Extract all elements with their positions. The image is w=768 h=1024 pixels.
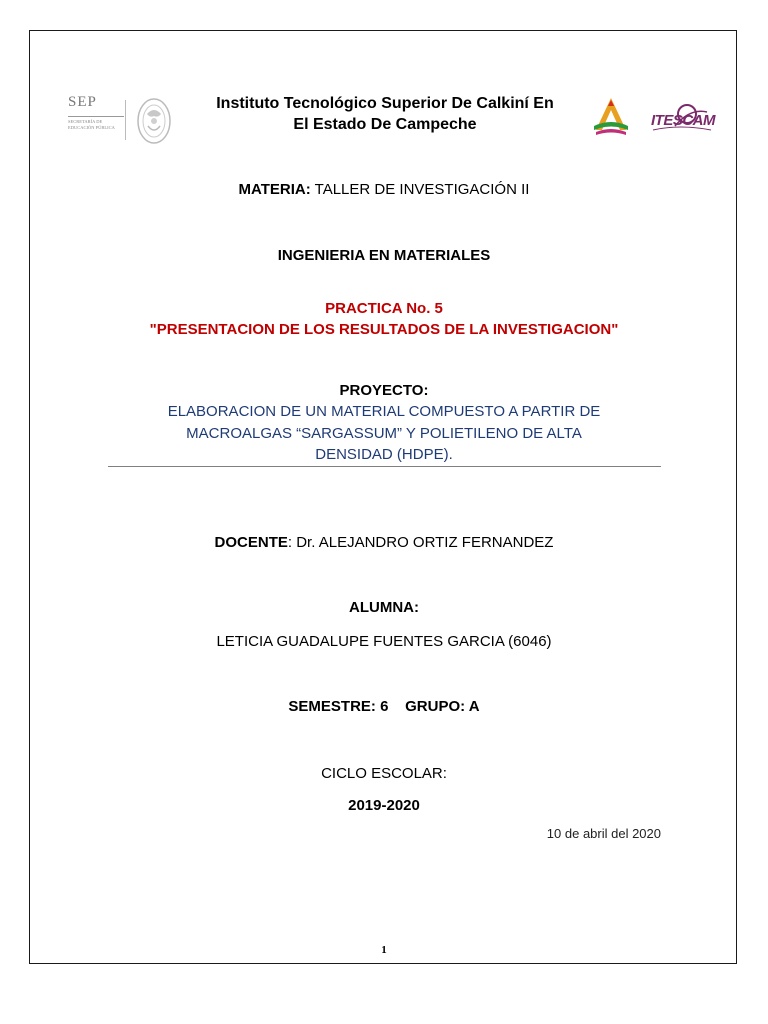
docente-value: : Dr. ALEJANDRO ORTIZ FERNANDEZ xyxy=(287,534,554,551)
alumna-name: LETICIA GUADALUPE FUENTES GARCIA (6046) xyxy=(216,633,552,650)
proyecto-label: PROYECTO: xyxy=(339,382,429,399)
proyecto-title-line-2: MACROALGAS “SARGASSUM” Y POLIETILENO DE ALTA xyxy=(186,425,582,442)
sep-logo-text: SEP xyxy=(68,94,97,110)
itescam-logo xyxy=(645,100,715,136)
tecnm-logo-icon xyxy=(590,96,632,136)
sep-logo xyxy=(60,94,130,144)
logo-divider xyxy=(125,100,126,140)
mexico-eagle-seal-icon xyxy=(134,94,174,148)
ciclo-label: CICLO ESCOLAR: xyxy=(321,765,447,782)
materia-label: MATERIA: xyxy=(238,181,311,198)
institution-line-1: Instituto Tecnológico Superior De Calkiní En xyxy=(216,95,554,112)
materia-value: TALLER DE INVESTIGACIÓN II xyxy=(310,181,530,198)
materia-line xyxy=(0,180,768,200)
ciclo-years: 2019-2020 xyxy=(348,797,420,814)
page-number: 1 xyxy=(381,944,387,956)
institution-line-2: El Estado De Campeche xyxy=(293,116,477,133)
document-date: 10 de abril del 2020 xyxy=(546,826,661,841)
practica-number: PRACTICA No. 5 xyxy=(325,300,443,317)
institution-title xyxy=(170,93,600,135)
proyecto-title-line-1: ELABORACION DE UN MATERIAL COMPUESTO A PARTIR DE xyxy=(167,403,601,420)
practica-title: "PRESENTACION DE LOS RESULTADOS DE LA INVESTIGACION" xyxy=(149,321,619,338)
sep-logo-subtitle: SECRETARÍA DE EDUCACIÓN PÚBLICA xyxy=(68,119,115,130)
section-divider xyxy=(108,466,661,467)
carrera-title: INGENIERIA EN MATERIALES xyxy=(277,247,491,264)
alumna-label: ALUMNA: xyxy=(349,599,419,616)
itescam-logo-text: ITESCAM xyxy=(651,112,715,129)
proyecto-title-line-3: DENSIDAD (HDPE). xyxy=(315,446,453,463)
docente-line xyxy=(0,533,768,553)
semestre-grupo: SEMESTRE: 6 GRUPO: A xyxy=(288,698,480,715)
page-border xyxy=(29,30,737,964)
docente-label: DOCENTE xyxy=(214,534,288,551)
